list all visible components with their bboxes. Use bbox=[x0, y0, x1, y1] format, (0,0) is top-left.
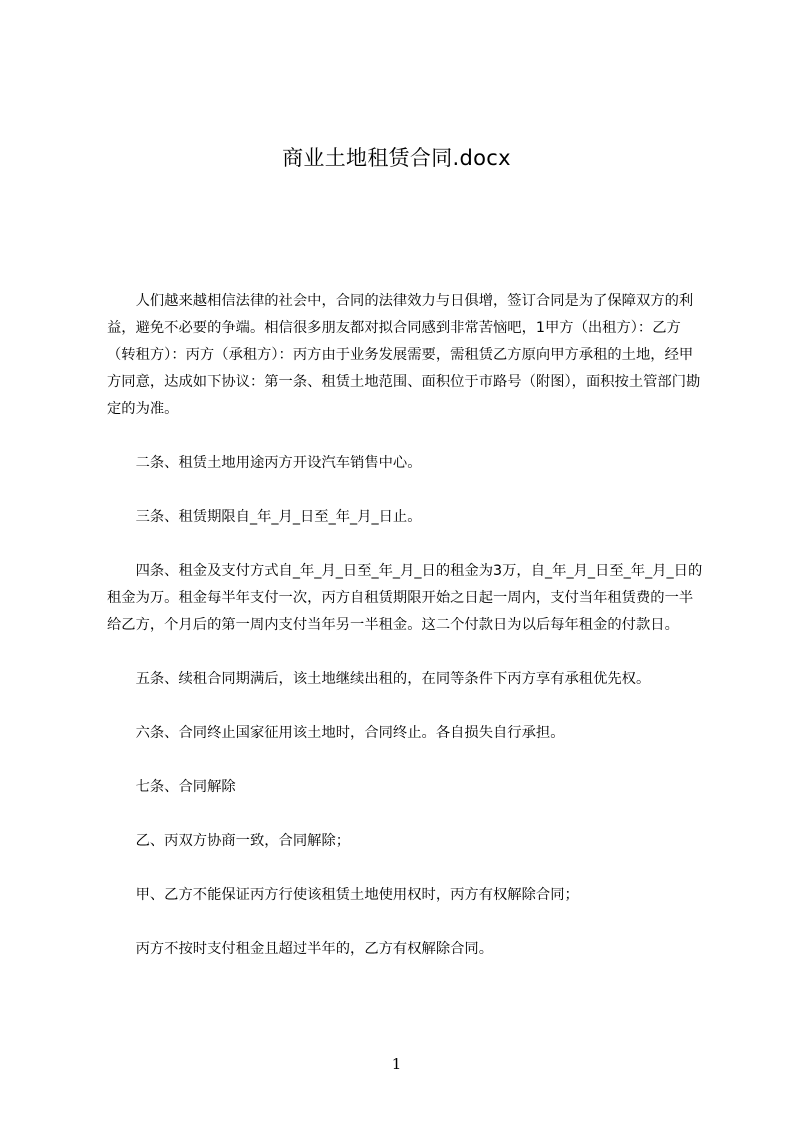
paragraph-intro: 人们越来越相信法律的社会中，合同的法律效力与日俱增，签订合同是为了保障双方的利益，避免不必要的争端。相信很多朋友都对拟合同感到非常苦恼吧，1甲方（出租方）：乙方（转租方）：丙方（承租方）：丙方由于业务发展需要，需租赁乙方原向甲方承租的土地，经甲方同意，达成如下协议：第一条、租赁土地范围、面积位于市路号（附图），面积按土管部门勘定的为准。 bbox=[107, 293, 701, 417]
paragraph-clause-3: 三条、租赁期限自_年_月_日至_年_月_日止。 bbox=[135, 509, 422, 525]
page-number: 1 bbox=[391, 1055, 402, 1073]
paragraph-clause-4: 四条、租金及支付方式自_年_月_日至_年_月_日的租金为3万，自_年_月_日至_年_月_日的租金为万。租金每半年支付一次，丙方自租赁期限开始之日起一周内，支付当年租赁费的一半给乙方，个月后的第一周内支付当年另一半租金。这二个付款日为以后每年租金的付款日。 bbox=[107, 563, 703, 633]
paragraph-clause-6: 六条、合同终止国家征用该土地时，合同终止。各自损失自行承担。 bbox=[135, 725, 565, 741]
paragraph-clause-7: 七条、合同解除 bbox=[135, 779, 236, 795]
paragraph-termination-1: 乙、丙双方协商一致，合同解除； bbox=[135, 833, 351, 849]
paragraph-clause-5: 五条、续租合同期满后，该土地继续出租的，在同等条件下丙方享有承租优先权。 bbox=[135, 671, 651, 687]
document-title: 商业土地租赁合同.docx bbox=[282, 146, 511, 170]
paragraph-clause-2: 二条、租赁土地用途丙方开设汽车销售中心。 bbox=[135, 455, 422, 471]
paragraph-termination-2: 甲、乙方不能保证丙方行使该租赁土地使用权时，丙方有权解除合同； bbox=[135, 887, 579, 903]
paragraph-termination-3: 丙方不按时支付租金且超过半年的，乙方有权解除合同。 bbox=[135, 941, 494, 957]
document-body bbox=[107, 288, 707, 990]
